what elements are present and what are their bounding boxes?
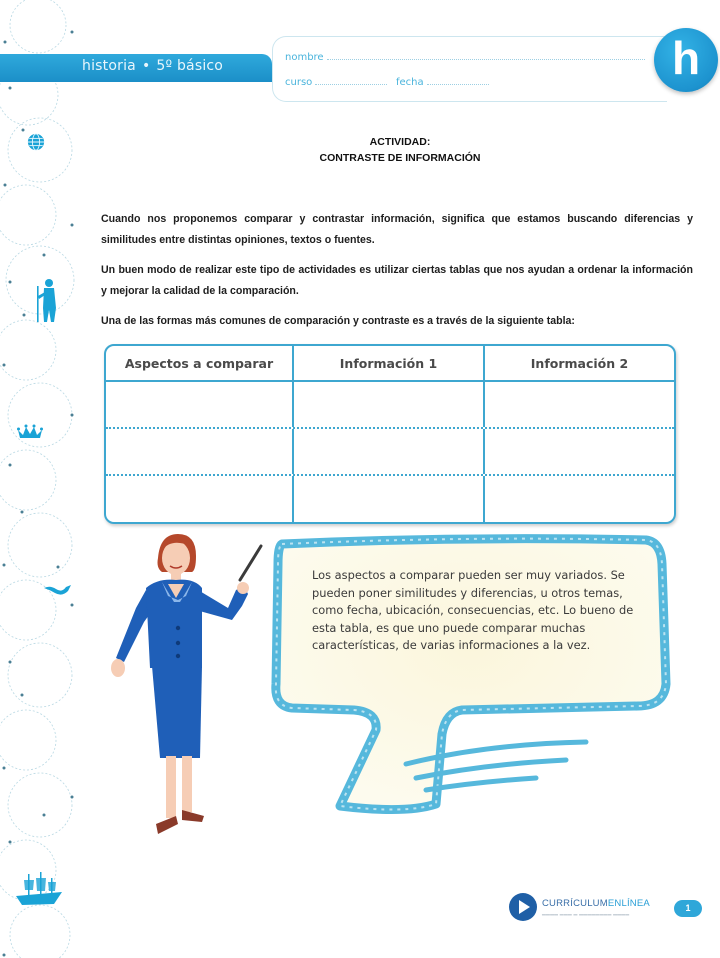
name-input-line[interactable] (327, 59, 645, 60)
bird-icon (44, 583, 72, 597)
header-info-2: Información 2 (530, 355, 629, 371)
grade-label: 5º básico (156, 58, 224, 74)
speech-bubble-text: Los aspectos a comparar pueden ser muy variados. Se pueden poner similitudes y diferencias, u otros temas, como fecha, ubicación, consecuencias, etc. Lo bueno de esta tabla, es que uno puede comparar muchas características, de varias informaciones a la vez. (312, 568, 634, 652)
subject-grade-label (82, 58, 223, 74)
subject-label: historia (82, 58, 136, 74)
table-cell[interactable] (106, 382, 294, 427)
crown-icon (17, 424, 43, 440)
activity-subtitle: CONTRASTE DE INFORMACIÓN (319, 152, 481, 164)
table-cell[interactable] (294, 429, 485, 474)
table-cell[interactable] (294, 382, 485, 427)
comparison-table (104, 344, 676, 524)
table-cell[interactable] (485, 476, 674, 523)
name-label: nombre (285, 52, 324, 63)
table-cell[interactable] (106, 476, 294, 523)
brand-tagline: ▁▁▁▁ ▁▁▁ ▁ ▁▁▁▁▁▁▁▁ ▁▁▁▁ (542, 910, 630, 916)
play-icon (509, 893, 537, 921)
table-header-row (106, 346, 674, 382)
page-number-badge: 1 (674, 900, 702, 917)
subject-header-band (0, 54, 272, 82)
history-logo-badge: h (654, 28, 718, 92)
student-info-box (272, 36, 667, 102)
course-field[interactable] (285, 77, 387, 88)
teacher-illustration (98, 528, 268, 848)
course-label: curso (285, 77, 313, 88)
date-input-line[interactable] (427, 84, 489, 85)
table-row (106, 429, 674, 476)
brand-part-1: CURRÍCULUM (542, 898, 608, 909)
course-input-line[interactable] (315, 84, 387, 85)
date-field[interactable] (396, 77, 489, 88)
name-field[interactable] (285, 52, 645, 63)
brand-part-2: ENLÍNEA (607, 898, 650, 909)
header-info-1: Información 1 (294, 346, 485, 380)
activity-title: ACTIVIDAD: (369, 136, 431, 148)
separator-dot: • (141, 58, 151, 74)
header-aspects: Aspectos a comparar (106, 346, 294, 380)
date-label: fecha (396, 77, 424, 88)
intro-paragraph-1: Cuando nos proponemos comparar y contrastar información, significa que estamos buscando diferencias y similitudes entre distintas opiniones, textos o fuentes. (101, 213, 693, 246)
ship-icon (14, 870, 64, 910)
table-cell[interactable] (485, 429, 674, 474)
table-cell[interactable] (106, 429, 294, 474)
brand-text (542, 898, 650, 916)
intro-paragraph-2: Un buen modo de realizar este tipo de actividades es utilizar ciertas tablas que nos ayudan a ordenar la información y mejorar la calidad de la comparación. (101, 264, 693, 297)
table-row (106, 382, 674, 429)
table-cell[interactable] (485, 382, 674, 427)
curriculum-en-linea-logo[interactable] (509, 893, 650, 921)
intro-paragraph-3: Una de las formas más comunes de comparación y contraste es a través de la siguiente tabla: (101, 315, 575, 327)
table-cell[interactable] (294, 476, 485, 523)
table-row (106, 476, 674, 523)
explorer-figure-icon (34, 278, 60, 324)
